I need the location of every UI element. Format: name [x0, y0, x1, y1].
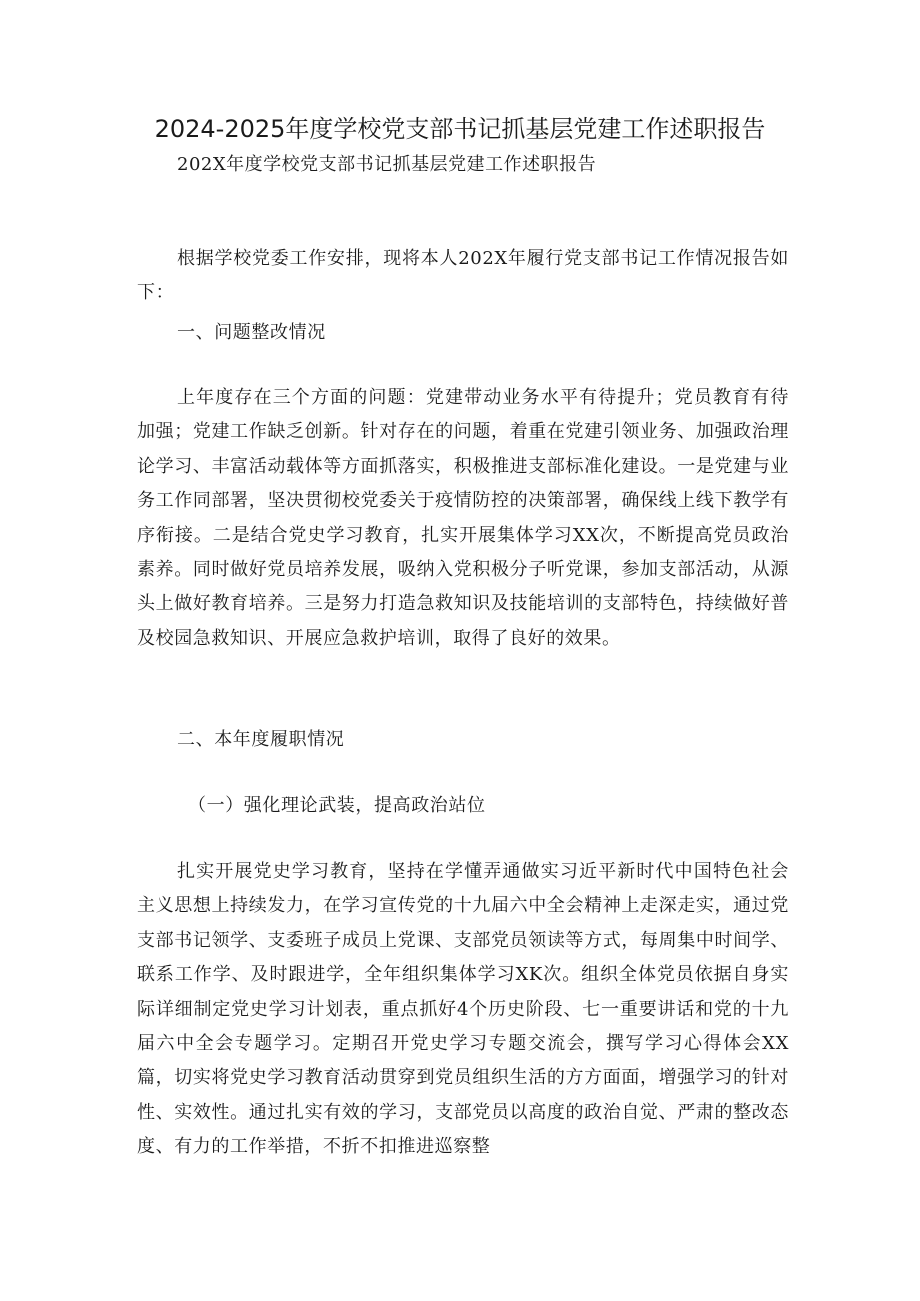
document-subtitle: 202X年度学校党支部书记抓基层党建工作述职报告: [177, 154, 597, 175]
intro-paragraph: 根据学校党委工作安排，现将本人202X年履行党支部书记工作情况报告如下：: [137, 248, 789, 304]
subsection-1-paragraph: 扎实开展党史学习教育，坚持在学懂弄通做实习近平新时代中国特色社会主义思想上持续发力，在学习宣传党的十九届六中全会精神上走深走实，通过党支部书记领学、支委班子成员上党课、支部党员领读等方式，每周集中时间学、联系工作学、及时跟进学，全年组织集体学习XK次。组织全体党员依据自身实际详细制定党史学习计划表，重点抓好4个历史阶段、七一重要讲话和党的十九届六中全会专题学习。定期召开党史学习专题交流会，撰写学习心得体会XX篇，切实将党史学习教育活动贯穿到党员组织生活的方方面面，增强学习的针对性、实效性。通过扎实有效的学习，支部党员以高度的政治自觉、严肃的整改态度、有力的工作举措，不折不扣推进巡察整: [137, 861, 789, 1158]
section-1-heading: 一、问题整改情况: [177, 322, 326, 343]
document-title: 2024-2025年度学校党支部书记抓基层党建工作述职报告: [154, 115, 766, 143]
section-1-paragraph: 上年度存在三个方面的问题：党建带动业务水平有待提升；党员教育有待加强；党建工作缺乏创新。针对存在的问题，着重在党建引领业务、加强政治理论学习、丰富活动载体等方面抓落实，积极推进支部标准化建设。一是党建与业务工作同部署，坚决贯彻校党委关于疫情防控的决策部署，确保线上线下教学有序衔接。二是结合党史学习教育，扎实开展集体学习XX次，不断提高党员政治素养。同时做好党员培养发展，吸纳入党积极分子听党课，参加支部活动，从源头上做好教育培养。三是努力打造急救知识及技能培训的支部特色，持续做好普及校园急救知识、开展应急救护培训，取得了良好的效果。: [137, 387, 789, 649]
section-2-heading: 二、本年度履职情况: [177, 729, 345, 750]
subsection-1-heading: （一）强化理论武装，提高政治站位: [188, 795, 486, 816]
